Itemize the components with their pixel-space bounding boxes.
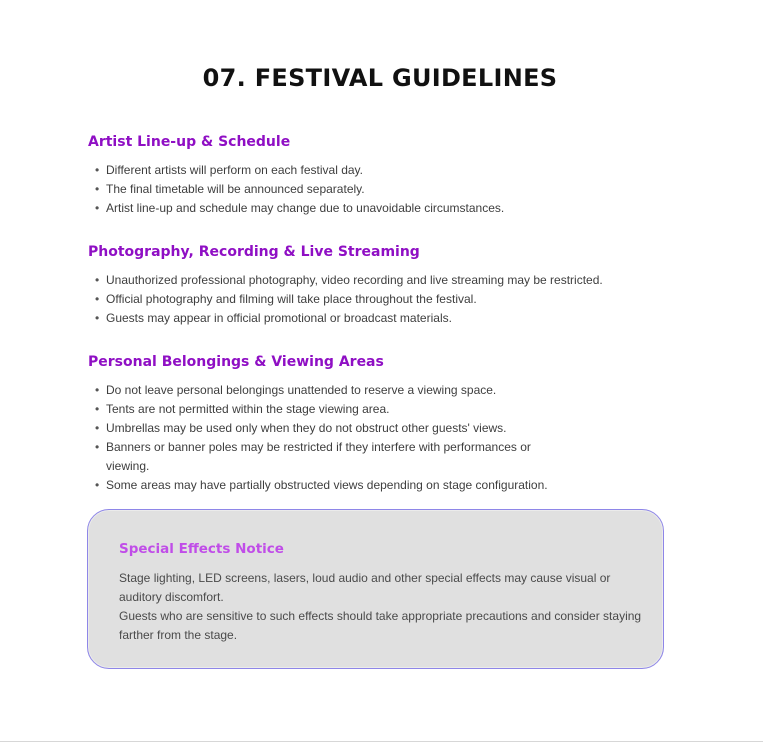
bullet-icon: • xyxy=(95,292,100,306)
list-item-text: The final timetable will be announced separately. xyxy=(106,182,365,196)
list-item-text: Umbrellas may be used only when they do not obstruct other guests' views. xyxy=(106,421,507,435)
list-item xyxy=(88,309,678,328)
bullet-icon: • xyxy=(95,311,100,325)
list-item-text: Guests may appear in official promotional or broadcast materials. xyxy=(106,311,452,325)
bullet-icon: • xyxy=(95,182,100,196)
notice-paragraph: Stage lighting, LED screens, lasers, loud audio and other special effects may cause visual or auditory discomfort. xyxy=(119,571,611,604)
page-title: 07. FESTIVAL GUIDELINES xyxy=(202,64,558,92)
list-item xyxy=(88,271,678,290)
list-item xyxy=(88,180,678,199)
bullet-icon: • xyxy=(95,163,100,177)
bullet-list xyxy=(88,161,678,218)
bullet-icon: • xyxy=(95,273,100,287)
list-item xyxy=(88,381,678,400)
bullet-icon: • xyxy=(95,383,100,397)
list-item xyxy=(88,161,678,180)
section-heading: Personal Belongings & Viewing Areas xyxy=(88,354,384,370)
list-item-text: Tents are not permitted within the stage viewing area. xyxy=(106,402,390,416)
section-heading: Artist Line-up & Schedule xyxy=(88,134,291,150)
list-item-text: Different artists will perform on each festival day. xyxy=(106,163,363,177)
bullet-icon: • xyxy=(95,421,100,435)
list-item xyxy=(88,438,678,476)
notice-paragraph: Guests who are sensitive to such effects should take appropriate precautions and consider staying farther from the stage. xyxy=(119,609,642,642)
bullet-icon: • xyxy=(95,440,100,454)
section-photography xyxy=(88,241,678,328)
list-item-text: Unauthorized professional photography, video recording and live streaming may be restricted. xyxy=(106,273,603,287)
bullet-list xyxy=(88,271,678,328)
guidelines-content xyxy=(88,131,678,518)
bullet-icon: • xyxy=(95,478,100,492)
bullet-list xyxy=(88,381,678,495)
bullet-icon: • xyxy=(95,201,100,215)
section-heading: Photography, Recording & Live Streaming xyxy=(88,244,420,260)
list-item-text: Official photography and filming will take place throughout the festival. xyxy=(106,292,477,306)
section-personal-belongings xyxy=(88,351,678,495)
list-item xyxy=(88,419,678,438)
list-item-text: Do not leave personal belongings unattended to reserve a viewing space. xyxy=(106,383,497,397)
list-item xyxy=(88,476,678,495)
bullet-icon: • xyxy=(95,402,100,416)
notice-heading: Special Effects Notice xyxy=(119,541,284,557)
special-effects-notice-box xyxy=(87,509,664,669)
list-item-text: Some areas may have partially obstructed views depending on stage configuration. xyxy=(106,478,548,492)
list-item xyxy=(88,199,678,218)
list-item xyxy=(88,290,678,309)
list-item-text: Artist line-up and schedule may change due to unavoidable circumstances. xyxy=(106,201,505,215)
list-item-text: Banners or banner poles may be restricted if they interfere with performances or viewing. xyxy=(106,440,531,473)
bottom-divider xyxy=(0,741,763,742)
list-item xyxy=(88,400,678,419)
section-artist-lineup xyxy=(88,131,678,218)
